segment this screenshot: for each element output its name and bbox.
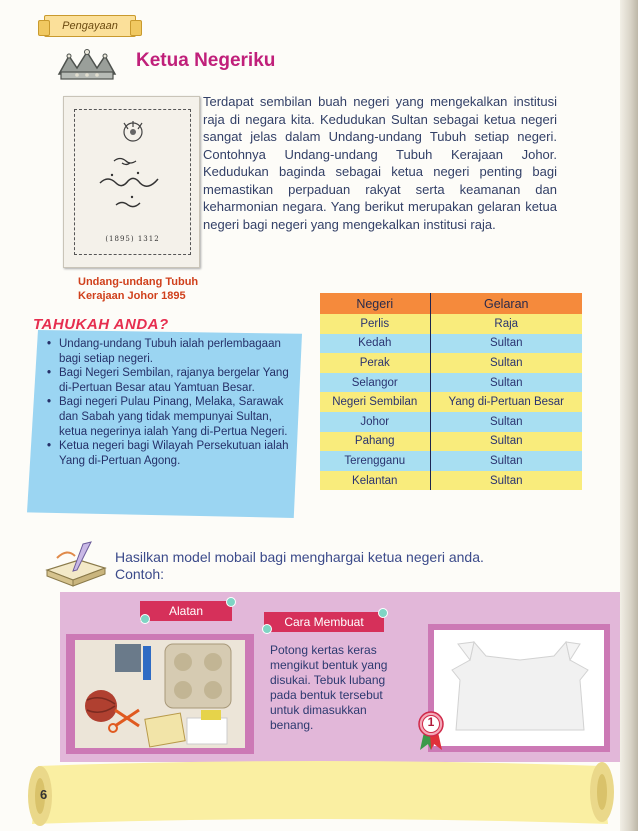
tahukah-item: • Undang-undang Tubuh ialah perlembagaan bagi setiap negeri. [45,337,295,366]
negeri-cell: Kelantan [320,471,430,491]
gelaran-cell: Sultan [430,412,582,432]
coat-of-arms-icon [118,119,148,145]
table-row [320,432,582,452]
negeri-cell: Kedah [320,334,430,354]
book-photo [63,96,200,268]
cara-membuat-label-text: Cara Membuat [284,615,364,629]
negeri-cell: Pahang [320,432,430,452]
gelaran-cell: Sultan [430,353,582,373]
gelaran-cell: Sultan [430,373,582,393]
page-title: Ketua Negeriku [136,50,276,71]
cara-membuat-text: Potong kertas keras mengikut bentuk yang disukai. Tebuk lubang pada bentuk tersebut untuk dimasukkan benang. [270,643,388,732]
negeri-cell: Perak [320,353,430,373]
gelaran-cell: Sultan [430,432,582,452]
photo-caption [78,275,198,303]
sparkle-icon [226,597,236,607]
tahukah-item: • Ketua negeri bagi Wilayah Persekutuan ialah Yang di-Pertuan Agong. [45,439,295,468]
gelaran-cell: Sultan [430,451,582,471]
sparkle-icon [378,608,388,618]
book-year: (1895) 1312 [105,235,160,243]
photo-caption-line-1: Undang-undang Tubuh [78,276,199,288]
negeri-cell: Johor [320,412,430,432]
page-spine [620,0,638,831]
intro-paragraph: Terdapat sembilan buah negeri yang mengekalkan institusi raja di negara kita. Kedudukan Sultan sebagai ketua negeri sangat jelas dalam Undang-undang Tubuh setiap negeri. Contohnya Undang-undang Tubuh Kerajaan Johor. Kedudukan baginda sebagai ketua negeri penting bagi memastikan perpaduan rakyat serta keamanan dan keharmonian negara. Yang berikut merupakan gelaran ketua negeri bagi negeri yang mengekalkan institusi raja. [203,94,557,232]
mobile-model-image [434,630,604,746]
activity-task [115,549,535,583]
scroll-banner [18,752,622,831]
tahukah-title: TAHUKAH ANDA? [33,316,169,333]
table-row [320,353,582,373]
craft-tools-image [75,640,245,748]
gelaran-cell: Raja [430,314,582,334]
gelaran-cell: Yang di-Pertuan Besar [430,392,582,412]
cara-membuat-label [264,612,384,632]
gelaran-cell: Sultan [430,334,582,354]
jawi-script-image [94,153,172,223]
activity-task-line-2: Contoh: [115,566,165,582]
crown-icon [55,48,119,84]
gelaran-cell: Sultan [430,471,582,491]
photo-caption-line-2: Kerajaan Johor 1895 [78,290,186,302]
table-header-row [320,293,582,314]
pengayaan-tag [44,15,136,37]
table-row [320,314,582,334]
column-header-negeri: Negeri [320,293,430,314]
sparkle-icon [140,614,150,624]
negeri-cell: Perlis [320,314,430,334]
table-row [320,373,582,393]
table-row [320,451,582,471]
table-row [320,471,582,491]
tahukah-item: • Bagi Negeri Sembilan, rajanya bergelar Yang di-Pertuan Besar atau Yamtuan Besar. [45,366,295,395]
example-photo [434,630,604,746]
table-row [320,392,582,412]
pengayaan-label: Pengayaan [62,20,118,32]
alatan-label-text: Alatan [168,604,204,618]
craft-book-icon [43,540,109,588]
sparkle-icon [262,624,272,634]
table-row [320,412,582,432]
tahukah-item: • Bagi negeri Pulau Pinang, Melaka, Sarawak dan Sabah yang tidak mempunyai Sultan, ketua negerinya ialah Yang di-Pertua Negeri. [45,395,295,439]
negeri-cell: Negeri Sembilan [320,392,430,412]
step-badge [418,710,444,750]
step-number: 1 [427,715,435,729]
page-number: 6 [40,787,48,802]
alatan-label [140,601,232,621]
tahukah-list [45,337,295,468]
table-row [320,334,582,354]
negeri-gelaran-table [320,293,582,490]
activity-task-line-1: Hasilkan model mobail bagi menghargai ketua negeri anda. [115,549,484,565]
tools-photo [75,640,245,748]
negeri-cell: Selangor [320,373,430,393]
column-header-gelaran: Gelaran [430,293,582,314]
negeri-cell: Terengganu [320,451,430,471]
